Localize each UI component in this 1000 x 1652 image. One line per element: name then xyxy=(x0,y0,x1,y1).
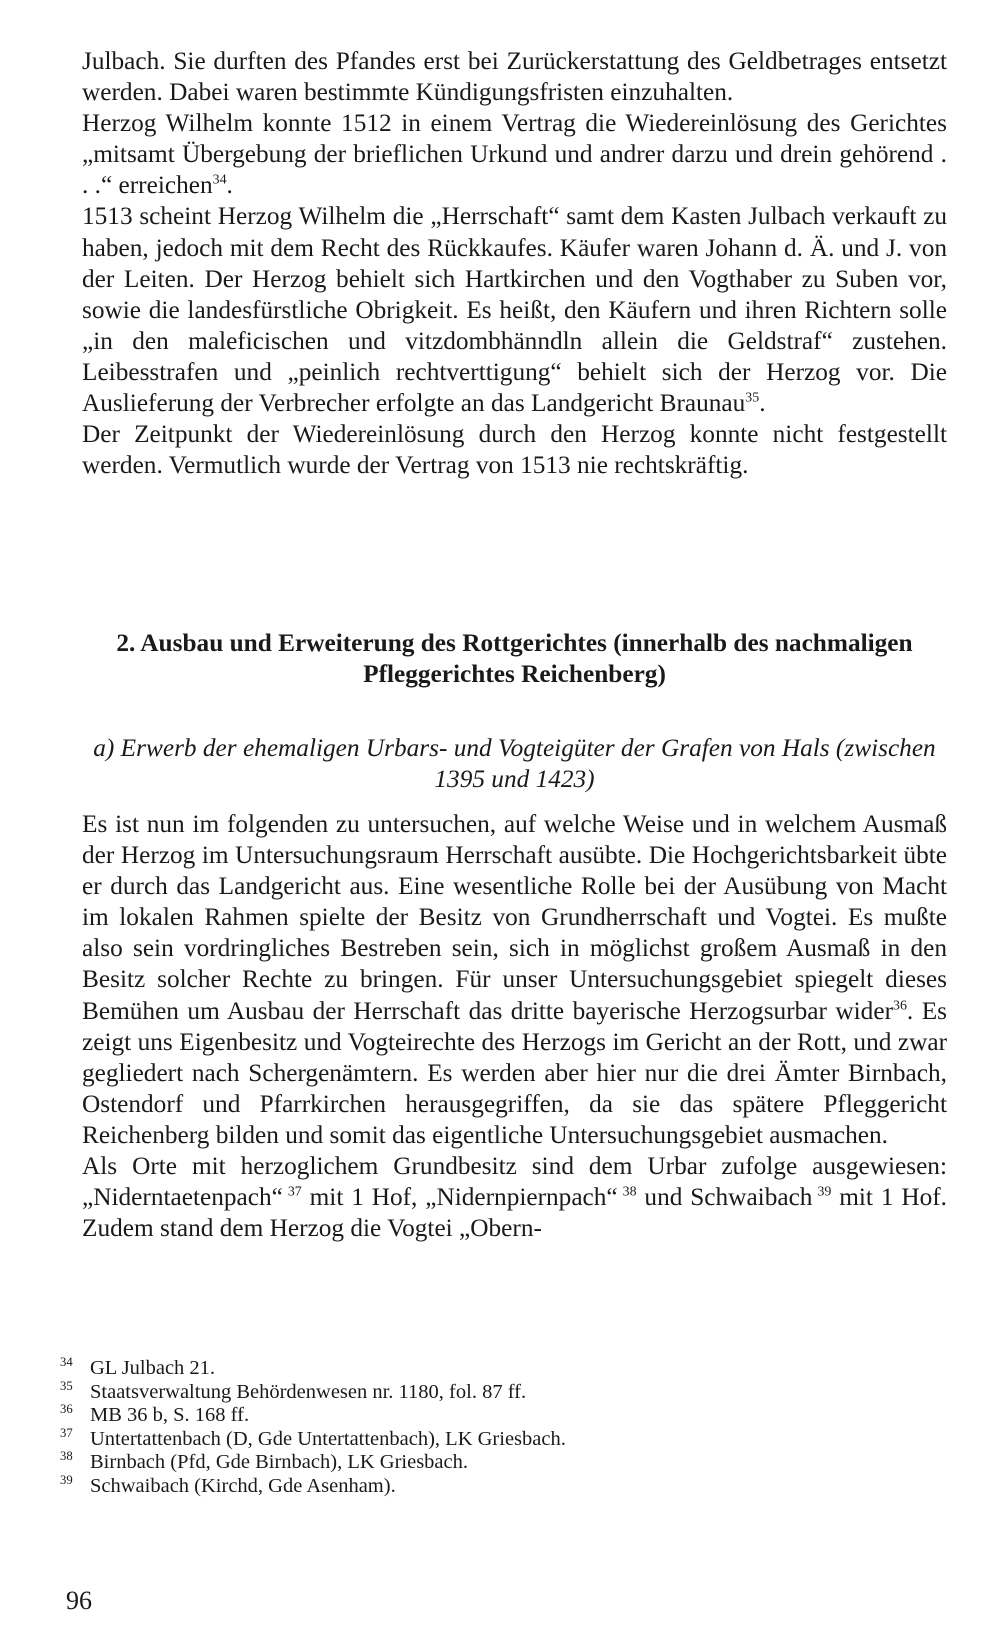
paragraph-text: Es ist nun im folgenden zu untersuchen, auf welche Weise und in welchem Ausmaß der Herzog im Untersuchungsraum Herrschaft ausübte. Die Hochgerichtsbarkeit übte er durch das Landgericht aus. Eine wesentliche Rolle bei der Ausübung von Macht im lokalen Rahmen spielte der Besitz von Grundherrschaft und Vogtei. Es mußte also sein vordringliches Bestreben sein, sich in möglichst großem Ausmaß in den Besitz solcher Rechte zu bringen. Für unser Untersuchungsgebiet spiegelt dieses Bemühen um Ausbau der Herrschaft das dritte bayerische Herzogsurbar wider xyxy=(82,810,947,1025)
paragraph-text: Der Zeitpunkt der Wiedereinlösung durch den Herzog konnte nicht festgestellt werden. Vermutlich wurde der Vertrag von 1513 nie rechtskräftig. xyxy=(82,420,947,480)
footnote: 35 Staatsverwaltung Behördenwesen nr. 1180, fol. 87 ff. xyxy=(60,1378,527,1403)
footnote: 36 MB 36 b, S. 168 ff. xyxy=(60,1402,250,1426)
footnote-reference: 37 xyxy=(282,1184,302,1200)
footnote: 34 GL Julbach 21. xyxy=(60,1355,216,1379)
footnotes xyxy=(60,1357,940,1498)
paragraph-zeitpunkt xyxy=(82,419,947,481)
top-text-block xyxy=(82,46,947,481)
paragraph-text: Herzog Wilhelm konnte 1512 in einem Vertrag die Wiedereinlösung des Gerichtes „mitsamt Übergebung der brieflichen Urkund und andrer darzu und drein gehörend . . .“ erreichen xyxy=(82,109,947,200)
section-heading: 2. Ausbau und Erweiterung des Rottgerichtes (innerhalb des nachmaligen Pfleggerichtes Reichenberg) xyxy=(116,629,913,688)
paragraph-text: Als Orte mit herzoglichem Grundbesitz sind dem Urbar zufolge ausgewiesen: „Niderntaetenpach“ xyxy=(82,1152,947,1212)
paragraph-text: . xyxy=(759,389,766,418)
footnote: 39 Schwaibach (Kirchd, Gde Asenham). xyxy=(60,1472,396,1497)
subsection-heading: a) Erwerb der ehemaligen Urbars- und Vogteigüter der Grafen von Hals (zwischen 1395 und 1423) xyxy=(93,734,936,793)
paragraph-text: . Es zeigt uns Eigenbesitz und Vogteirechte des Herzogs im Gericht an der Rott, und zwar gegliedert nach Schergenämtern. Es werden aber hier nur die drei Ämter Birnbach, Ostendorf und Pfarrkirchen herausgegriffen, da sie das spätere Pfleggericht Reichenberg bilden und somit das eigentliche Untersuchungsgebiet ausmachen. xyxy=(82,996,948,1149)
paragraph-julbach-pfand xyxy=(82,46,947,108)
footnote: 38 Birnbach (Pfd, Gde Birnbach), LK Griesbach. xyxy=(60,1449,468,1473)
footnote: 37 Untertattenbach (D, Gde Untertattenbach), LK Griesbach. xyxy=(60,1425,566,1450)
paragraph-orte-grundbesitz xyxy=(82,1151,947,1244)
paragraph-text: Julbach. Sie durften des Pfandes erst bei Zurückerstattung des Geldbetrages entsetzt werden. Dabei waren bestimmte Kündigungsfristen einzuhalten. xyxy=(82,47,947,107)
paragraph-verkauf-1513 xyxy=(82,201,947,419)
paragraph-text: mit 1 Hof. Zudem stand dem Herzog die Vogtei „Obern- xyxy=(82,1183,947,1243)
paragraph-wiedereinloesung-1512 xyxy=(82,108,947,201)
footnote-reference: 35 xyxy=(745,390,760,406)
footnote-reference: 38 xyxy=(617,1184,637,1200)
footnote-reference: 36 xyxy=(893,998,907,1014)
footnote-text: Untertattenbach (D, Gde Untertattenbach), LK Griesbach. xyxy=(90,1427,566,1450)
footnote-reference: 39 xyxy=(812,1184,832,1200)
page-number: 96 xyxy=(66,1586,92,1615)
paragraph-text: und Schwaibach xyxy=(636,1183,813,1212)
footnote-text: Birnbach (Pfd, Gde Birnbach), LK Griesbach. xyxy=(90,1451,468,1473)
paragraph-untersuchung xyxy=(82,809,947,1151)
footnote-reference: 34 xyxy=(212,172,227,188)
footnote-text: MB 36 b, S. 168 ff. xyxy=(90,1404,250,1426)
footnote-text: Staatsverwaltung Behördenwesen nr. 1180, fol. 87 ff. xyxy=(90,1380,527,1403)
paragraph-text: 1513 scheint Herzog Wilhelm die „Herrschaft“ samt dem Kasten Julbach verkauft zu haben, jedoch mit dem Recht des Rückkaufes. Käufer waren Johann d. Ä. und J. von der Leiten. Der Herzog behielt sich Hartkirchen und den Vogthaber zu Suben vor, sowie die landesfürstliche Obrigkeit. Es heißt, den Käufern und ihren Richtern solle „in den maleficischen und vitzdombhänndln allein die Geldstraf“ zustehen. Leibesstrafen und „peinlich rechtverttigung“ behielt sich der Herzog vor. Die Auslieferung der Verbrecher erfolgte an das Landgericht Braunau xyxy=(82,202,947,418)
paragraph-text: . xyxy=(226,171,233,200)
footnote-text: GL Julbach 21. xyxy=(90,1357,216,1379)
paragraph-text: mit 1 Hof, „Nidernpiernpach“ xyxy=(301,1183,618,1212)
main-text-block xyxy=(82,809,947,1244)
footnote-text: Schwaibach (Kirchd, Gde Asenham). xyxy=(90,1474,396,1497)
